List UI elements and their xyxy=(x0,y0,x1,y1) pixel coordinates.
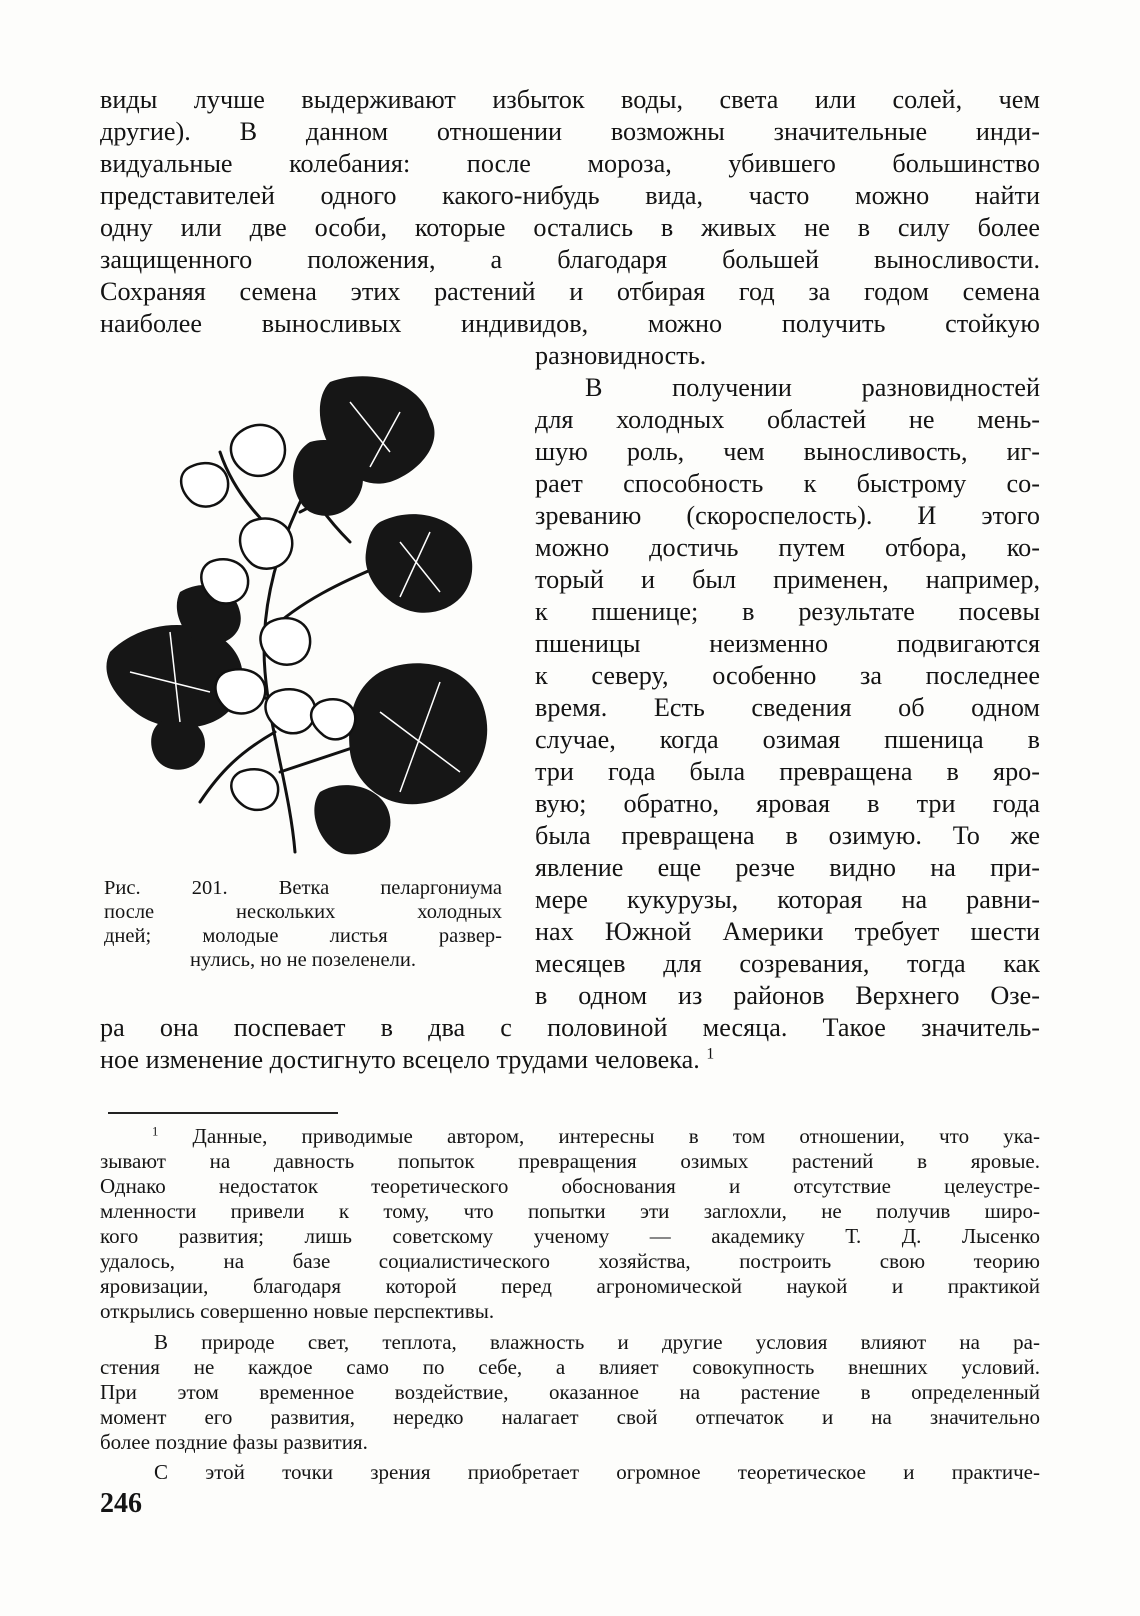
footnote-marker: 1 xyxy=(152,1124,159,1139)
paragraph-line: более поздние фазы развития. xyxy=(100,1430,368,1454)
paragraph-line: момент его развития, нередко налагает свой отпечаток и на значительно xyxy=(100,1405,1040,1429)
footnote-line: кого развития; лишь советскому ученому — академику Т. Д. Лысенко xyxy=(100,1224,1040,1248)
text-line: мере кукурузы, которая на равни- xyxy=(535,885,1040,914)
text-line: В получении разновидностей xyxy=(585,373,1040,402)
footnote-reference[interactable]: 1 xyxy=(706,1045,715,1063)
text-line: Сохраняя семена этих растений и отбирая год за годом семена xyxy=(100,277,1040,306)
paragraph-line: С этой точки зрения приобретает огромное теоретическое и практиче- xyxy=(154,1460,1040,1484)
footnote-line xyxy=(152,1124,1040,1149)
text-line: время. Есть сведения об одном xyxy=(535,693,1040,722)
text-line-content: ное изменение достигнуто всецело трудами человека. xyxy=(100,1045,700,1074)
footnote-divider xyxy=(108,1112,338,1114)
text-line: к пшенице; в результате посевы xyxy=(535,597,1040,626)
text-line-last xyxy=(100,1044,1040,1077)
text-line: виды лучше выдерживают избыток воды, света или солей, чем xyxy=(100,85,1040,114)
text-line: к северу, особенно за последнее xyxy=(535,661,1040,690)
pelargonium-branch-illustration xyxy=(100,372,508,872)
text-line: пшеницы неизменно подвигаются xyxy=(535,629,1040,658)
text-line: другие). В данном отношении возможны значительные инди- xyxy=(100,117,1040,146)
text-line: случае, когда озимая пшеница в xyxy=(535,725,1040,754)
text-line: вую; обратно, яровая в три года xyxy=(535,789,1040,818)
caption-line: нулись, но не позеленели. xyxy=(190,949,416,971)
text-line: для холодных областей не мень- xyxy=(535,405,1040,434)
footnote-line: открылись совершенно новые перспективы. xyxy=(100,1299,495,1323)
footnote-text: Данные, приводимые автором, интересны в том отношении, что ука- xyxy=(192,1124,1040,1148)
text-line: в одном из районов Верхнего Озе- xyxy=(535,981,1040,1010)
figure-caption xyxy=(104,876,502,972)
caption-line: Рис. 201. Ветка пеларгониума xyxy=(104,877,502,899)
paragraph-line: стения не каждое само по себе, а влияет совокупность внешних условий. xyxy=(100,1355,1040,1379)
text-line: видуальные колебания: после мороза, убившего большинство xyxy=(100,149,1040,178)
caption-line: после нескольких холодных xyxy=(104,901,502,923)
page-number: 246 xyxy=(100,1488,142,1519)
text-line: наиболее выносливых индивидов, можно получить стойкую xyxy=(100,309,1040,338)
text-line: три года была превращена в яро- xyxy=(535,757,1040,786)
text-line: представителей одного какого-нибудь вида, часто можно найти xyxy=(100,181,1040,210)
footnote-line: удалось, на базе социалистического хозяйства, построить свою теорию xyxy=(100,1249,1040,1273)
text-line: явление еще резче видно на при- xyxy=(535,853,1040,882)
caption-line: дней; молодые листья развер- xyxy=(104,925,502,947)
text-line: шую роль, чем выносливость, иг- xyxy=(535,437,1040,466)
footnote-line: Однако недостаток теоретического обоснования и отсутствие целеустре- xyxy=(100,1174,1040,1198)
paragraph-line: В природе свет, теплота, влажность и другие условия влияют на ра- xyxy=(154,1330,1040,1354)
text-line: разновидность. xyxy=(535,341,707,370)
text-line: рает способность к быстрому со- xyxy=(535,469,1040,498)
text-line: зреванию (скороспелость). И этого xyxy=(535,501,1040,530)
text-line: защищенного положения, а благодаря большей выносливости. xyxy=(100,245,1040,274)
footnote-line: зывают на давность попыток превращения озимых растений в яровые. xyxy=(100,1149,1040,1173)
footnote-line: мленности привели к тому, что попытки эти заглохли, не получив широ- xyxy=(100,1199,1040,1223)
footnote-line: яровизации, благодаря которой перед агрономической наукой и практикой xyxy=(100,1274,1040,1298)
text-line: ра она поспевает в два с половиной месяца. Такое значитель- xyxy=(100,1013,1040,1042)
text-line: одну или две особи, которые остались в живых не в силу более xyxy=(100,213,1040,242)
text-line: была превращена в озимую. То же xyxy=(535,821,1040,850)
text-line: нах Южной Америки требует шести xyxy=(535,917,1040,946)
paragraph-line: При этом временное воздействие, оказанное на растение в определенный xyxy=(100,1380,1040,1404)
text-line: можно достичь путем отбора, ко- xyxy=(535,533,1040,562)
text-line: месяцев для созревания, тогда как xyxy=(535,949,1040,978)
text-line: торый и был применен, например, xyxy=(535,565,1040,594)
